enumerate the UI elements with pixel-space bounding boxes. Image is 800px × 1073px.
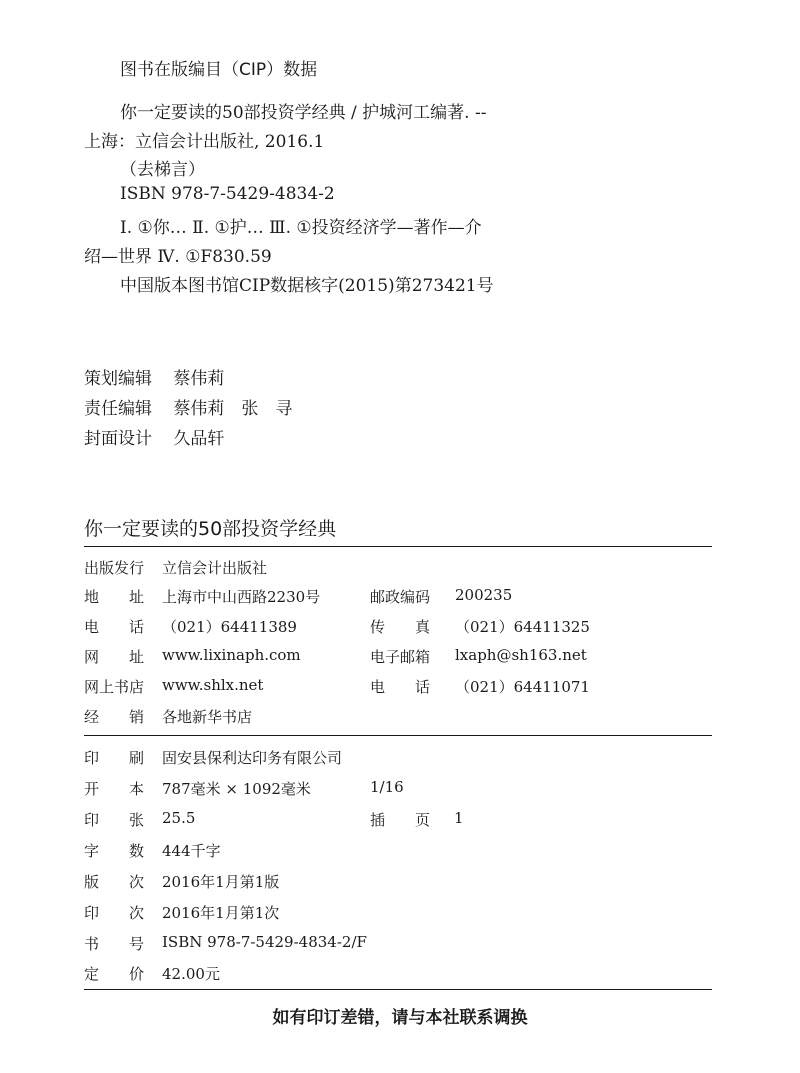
impression-value: 2016年1月第1次: [162, 904, 280, 922]
divider-bottom: [84, 989, 712, 990]
distributor-value: 立信会计出版社: [162, 559, 268, 577]
words-label: 字 数: [84, 842, 145, 860]
price-value: 42.00元: [162, 965, 220, 983]
phone2-value: （021）64411071: [455, 678, 590, 696]
phone-value: （021）64411389: [162, 618, 297, 636]
distributor-label: 出版发行: [84, 559, 145, 577]
credit-responsible-value: 蔡伟莉 张 寻: [173, 399, 293, 419]
inserts-label: 插 页: [370, 811, 431, 829]
postcode-label: 邮政编码: [370, 588, 431, 606]
footer-notice: 如有印订差错，请与本社联系调换: [272, 1008, 528, 1028]
phone-label: 电 话: [84, 618, 145, 636]
divider-top: [84, 546, 712, 547]
address-value: 上海市中山西路2230号: [162, 588, 321, 606]
cip-heading: 图书在版编目（CIP）数据: [120, 60, 318, 80]
credit-responsible-row: [84, 394, 292, 419]
seller-value: 各地新华书店: [162, 708, 253, 726]
cip-classification-cont: 绍—世界 Ⅳ. ①F830.59: [84, 247, 272, 267]
isbn-label: 书 号: [84, 935, 145, 953]
sheets-value: 25.5: [162, 809, 196, 827]
words-value: 444千字: [162, 842, 221, 860]
address-label: 地 址: [84, 588, 145, 606]
format-value: 787毫米 × 1092毫米: [162, 780, 311, 798]
cip-classification-line: Ⅰ. ①你… Ⅱ. ①护… Ⅲ. ①投资经济学—著作—介: [120, 218, 482, 238]
cip-isbn-line: ISBN 978-7-5429-4834-2: [120, 184, 335, 204]
format-fraction: 1/16: [370, 778, 404, 796]
credit-planning-label: 策划编辑: [84, 369, 152, 389]
website-link[interactable]: www.lixinaph.com: [162, 646, 301, 664]
credit-planning-value: 蔡伟莉: [173, 369, 225, 389]
credit-planning-row: [84, 364, 224, 389]
format-label: 开 本: [84, 780, 145, 798]
cip-title-line: 你一定要读的50部投资学经典 / 护城河工编著. --: [120, 103, 487, 123]
isbn-value: ISBN 978-7-5429-4834-2/F: [162, 933, 367, 951]
printer-label: 印 刷: [84, 749, 145, 767]
postcode-value: 200235: [455, 586, 513, 604]
book-title: 你一定要读的50部投资学经典: [84, 518, 337, 540]
price-label: 定 价: [84, 965, 145, 983]
fax-label: 传 真: [370, 618, 431, 636]
website-label: 网 址: [84, 648, 145, 666]
email-label: 电子邮箱: [370, 648, 431, 666]
edition-label: 版 次: [84, 873, 145, 891]
edition-value: 2016年1月第1版: [162, 873, 280, 891]
cip-publisher-line: 上海：立信会计出版社, 2016.1: [84, 132, 325, 152]
divider-middle: [84, 735, 712, 736]
inserts-value: 1: [454, 809, 464, 827]
credit-cover-value: 久品轩: [173, 429, 225, 449]
cip-series-line: （去梯言）: [120, 160, 205, 180]
fax-value: （021）64411325: [455, 618, 590, 636]
phone2-label: 电 话: [370, 678, 431, 696]
online-store-label: 网上书店: [84, 678, 145, 696]
seller-label: 经 销: [84, 708, 145, 726]
impression-label: 印 次: [84, 904, 145, 922]
online-store-link[interactable]: www.shlx.net: [162, 676, 264, 694]
sheets-label: 印 张: [84, 811, 145, 829]
email-link[interactable]: lxaph@sh163.net: [455, 646, 587, 664]
credit-cover-row: [84, 424, 224, 449]
cip-record-number: 中国版本图书馆CIP数据核字(2015)第273421号: [120, 276, 494, 296]
printer-value: 固安县保利达印务有限公司: [162, 749, 343, 767]
credit-cover-label: 封面设计: [84, 429, 152, 449]
credit-responsible-label: 责任编辑: [84, 399, 152, 419]
